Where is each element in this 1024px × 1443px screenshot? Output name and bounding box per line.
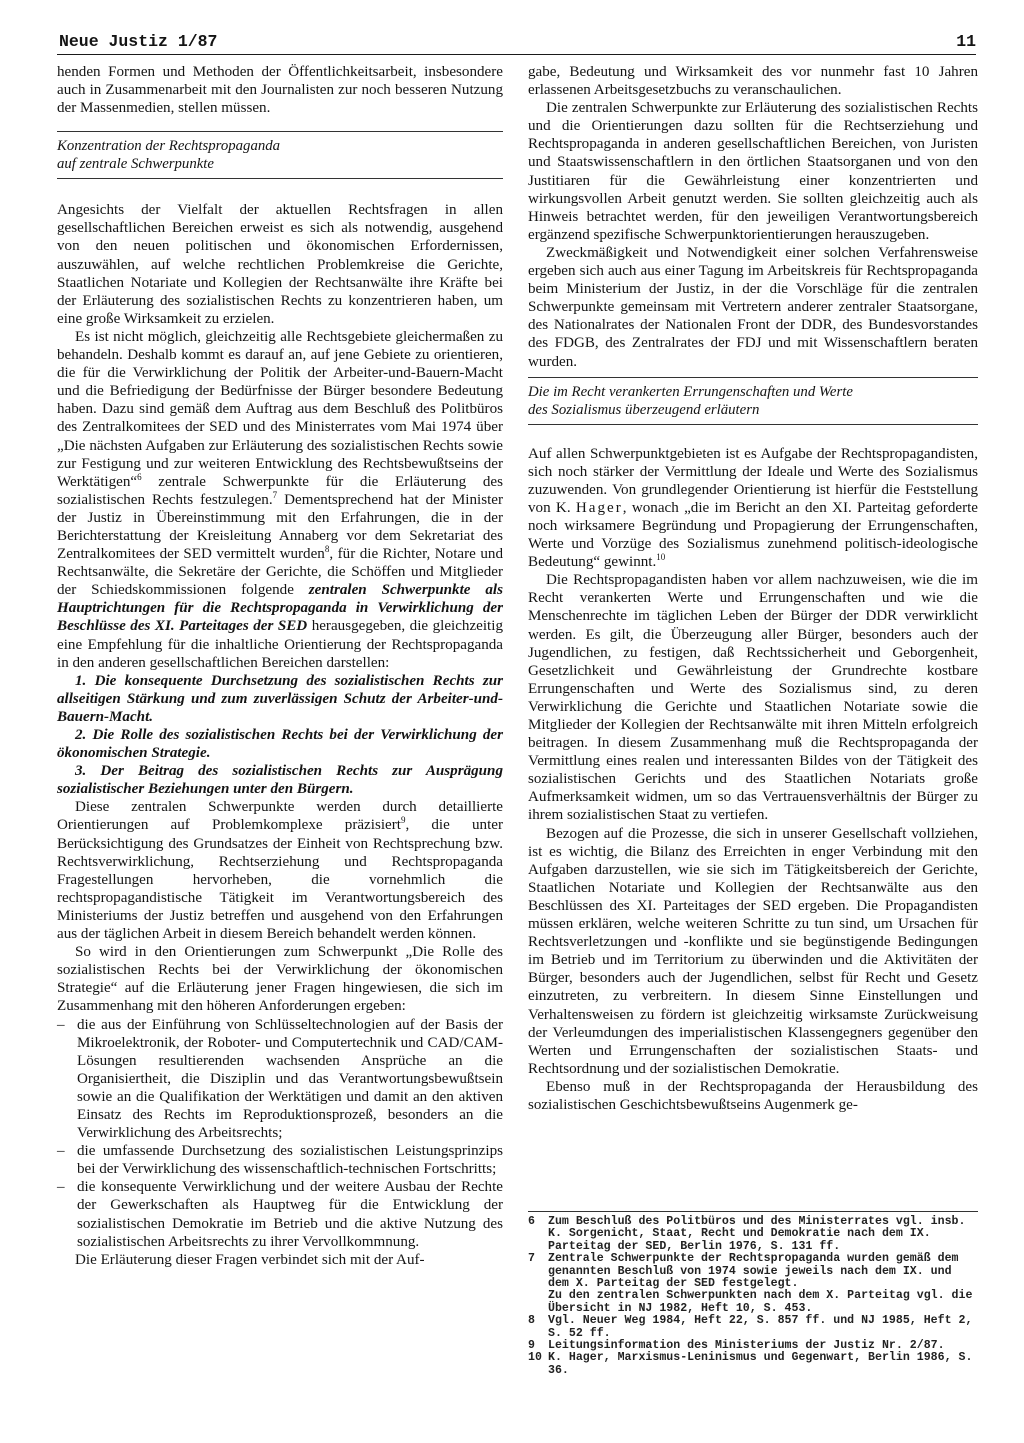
footnote-text: K. Hager, Marxismus-Leninismus und Gegenwart, Berlin 1986, S. 36. — [548, 1351, 973, 1377]
text-run: Diese zentralen Schwerpunkte werden durch detaillierte Orientierungen auf Problemkomplexe präzisiert — [57, 799, 503, 834]
footnote-text: Zu den zentralen Schwerpunkten nach dem X. Parteitag vgl. die Übersicht in NJ 1982, Heft 10, S. 453. — [548, 1289, 973, 1315]
footnote-ref: 9 — [400, 815, 406, 826]
footnote-text: Vgl. Neuer Weg 1984, Heft 22, S. 857 ff. und NJ 1985, Heft 2, S. 52 ff. — [548, 1314, 973, 1340]
footnote-ref: 10 — [656, 552, 666, 563]
paragraph: gabe, Bedeutung und Wirksamkeit des vor nunmehr fast 10 Jahren erlassenen Arbeitsgesetzbuchs zu veranschaulichen. — [528, 64, 978, 99]
page-header — [57, 30, 976, 55]
footnote-number: 6 — [528, 1215, 535, 1228]
footnote-text: Leitungsinformation des Ministeriums der Justiz Nr. 2/87. — [548, 1339, 945, 1353]
text-run: , die unter Berücksichtigung des Grundsatzes der Einheit von Rechtsprechung bzw. Rechtsverwirklichung, Rechtserziehung und Rechtspropaganda Fragestellungen hervorheben, die vornehmlich die rechtspropagandistische Tätigkeit im Verantwortungsbereich des Ministeriums der Justiz betreffen und ausgehend von den Erfahrungen aus der täglichen Arbeit in diesem Bereich behandelt werden können. — [57, 817, 504, 943]
key-point-1: 1. Die konsequente Durchsetzung des sozialistischen Rechts zur allseitigen Stärkung und zum zuverlässigen Schutz der Arbeiter-und-Bauern-Macht. — [57, 672, 503, 725]
footnote — [528, 1290, 978, 1315]
footnote-ref: 6 — [137, 471, 142, 482]
paragraph: Die zentralen Schwerpunkte zur Erläuterung des sozialistischen Rechts und die Orientierungen dazu sollten für die Rechtserziehung und Rechtspropaganda in anderen gesellschaftlichen Bereichen, von Juristen und Staatswissenschaftlern in den örtlichen Staatsorganen und von den Justitiaren für die Gewährleistung einer konzentrierten und wirkungsvollen Arbeit genutzt werden. Sie sollten gleichzeitig auch als Hinweis betrachtet werden, für den jeweiligen Verantwortungsbereich ergänzend spezifische Schwerpunktorientierungen herauszugeben. — [528, 100, 978, 243]
paragraph: So wird in den Orientierungen zum Schwerpunkt „Die Rolle des sozialistischen Rechts bei der Verwirklichung der ökonomischen Strategie“ auf die Erläuterung jener Fragen hingewiesen, die sich im Zusammenhang mit den höheren Anforderungen ergeben: — [57, 944, 503, 1015]
footnote — [528, 1315, 978, 1340]
key-point-2: 2. Die Rolle des sozialistischen Rechts bei der Verwirklichung der ökonomischen Strategie. — [57, 727, 503, 762]
paragraph: Zweckmäßigkeit und Notwendigkeit einer solchen Verfahrensweise ergeben sich auch aus einer Tagung im Arbeitskreis für Rechtspropaganda beim Ministerium der Justiz, in der die Vorschläge für die zentralen Schwerpunkte gemeinsam mit Vertretern anderer zentraler Staatsorgane, des Nationalrates der Nationalen Front der DDR, des Bundesvorstandes des FDGB, des Zentralrates der FDJ und mit Wissenschaftlern beraten wurden. — [528, 244, 978, 370]
footnote-number: 7 — [528, 1252, 535, 1266]
right-column — [528, 63, 978, 1114]
text-run: zentrale Schwerpunkte für die Erläuterung des sozialistischen Rechts festzulegen. — [57, 473, 503, 508]
section-heading-2-line-2: des Sozialismus überzeugend erläutern — [528, 401, 760, 418]
footnote-text: Zentrale Schwerpunkte der Rechtspropaganda wurden gemäß dem genannten Beschluß von 1974 sowie jeweils nach dem IX. und dem X. Parteitag der SED festgelegt. — [548, 1252, 959, 1291]
paragraph: Die Rechtspropagandisten haben vor allem nachzuweisen, wie die im Recht verankerten Werte und Errungenschaften und wie die Menschenrechte im täglichen Leben der Bürger der DDR verwirklicht werden. Es gilt, die Überzeugung aller Bürger, besonders auch der Jugendlichen, zu festigen, daß Rechtssicherheit und Geborgenheit, Gesetzlichkeit und Gewährleistung der Grundrechte kostbare Errungenschaften und Werte des Sozialismus sind, zu deren Verwirklichung die Gerichte und Staatlichen Notariate sowie die Mitglieder der Kollegien der Rechtsanwälte mit ihren Mitteln erfolgreich beitragen. In diesem Zusammenhang muß die Rechtspropaganda der Vermittlung eines realen und interessanten Bildes von der Tätigkeit des sozialistischen Gerichts und des Staatlichen Notariats große Aufmerksamkeit widmen, um so das Vertrauensverhältnis der Bürger zu ihrem sozialistischen Staat zu vertiefen. — [528, 572, 978, 824]
footnote — [528, 1253, 978, 1290]
section-heading-1-line-2: auf zentrale Schwerpunkte — [57, 156, 214, 173]
paragraph — [57, 798, 503, 943]
paragraph: Bezogen auf die Prozesse, die sich in unserer Gesellschaft vollziehen, ist es wichtig, die Bilanz des Erreichten in enger Verbindung mit den Aufgaben darzustellen, wie sie sich im Tätigkeitsbereich der Gerichte, Staatlichen Notariate und Kollegien der Rechtsanwälte aus den Beschlüssen des XI. Parteitages der SED ergeben. Die Propagandisten müssen erklären, welche weiteren Schritte zu tun sind, um Ursachen für Rechtsverletzungen und -konflikte und sie begünstigende Bedingungen im Betrieb und im Territorium zu überwinden und die Aktivitäten der Bürger, besonders auch der Jugendlichen, selbst für Recht und Gesetz einzutreten, zu verbreitern. In diesem Sinne Einstellungen und Verhaltensweisen zu fördern ist gleichzeitig wirksamste Zurückweisung der Verleumdungen des imperialistischen Klassengegners gegenüber den Werten und Errungenschaften der sozialistischen Staats- und Rechtsordnung und der sozialistischen Demokratie. — [528, 825, 978, 1077]
left-column — [57, 63, 503, 1269]
footnote-number: 8 — [528, 1314, 535, 1328]
text-run: , für die Richter, Notare und Rechtsanwälte, die Sekretäre der Gerichte, die Schöffen und Mitglieder der Schiedskommissionen folgende — [57, 546, 503, 599]
footnote-number: 10 — [528, 1351, 542, 1365]
text-run: , wonach „die im Bericht an den XI. Parteitag geforderte noch wirksamere Begründung und Propagierung der Errungenschaften, Werte und Vorzüge des Sozialismus zunehmend politisch-ideologische Bedeutung“ gewinnt. — [528, 499, 978, 571]
list-item: – die konsequente Verwirklichung und der weitere Ausbau der Rechte der Gewerkschaften als Hauptweg für die Entwicklung der sozialistischen Demokratie im Betrieb und die aktive Nutzung des sozialistischen Arbeitsrechts zu ihrer Vervollkommnung. — [57, 1178, 503, 1250]
section-heading-2-line-1: Die im Recht verankerten Errungenschaften und Werte — [528, 383, 853, 400]
paragraph — [528, 445, 978, 572]
footnote — [528, 1216, 978, 1253]
footnote-text: Zum Beschluß des Politbüros und des Ministerrates vgl. insb. K. Sorgenicht, Staat, Recht und Demokratie nach dem IX. Parteitag der SED, Berlin 1976, S. 131 ff. — [548, 1215, 966, 1253]
paragraph: Angesichts der Vielfalt der aktuellen Rechtsfragen in allen gesellschaftlichen Bereichen erweist es sich als notwendig, ausgehend von den neuen politischen und ökonomischen Erfordernissen, auszuwählen, auf welche rechtlichen Problemkreise die Gerichte, Staatlichen Notariate und Kollegien der Rechtsanwälte ihre Kräfte bei der Erläuterung des sozialistischen Rechts zu konzentrieren haben, um eine große Wirksamkeit zu erzielen. — [57, 202, 503, 327]
page-number: 11 — [956, 32, 976, 51]
paragraph: Ebenso muß in der Rechtspropaganda der Herausbildung des sozialistischen Geschichtsbewußtseins Augenmerk ge- — [528, 1078, 978, 1113]
footnotes — [528, 1211, 978, 1377]
dash-list — [57, 1016, 503, 1251]
text-run: Es ist nicht möglich, gleichzeitig alle Rechtsgebiete gleichermaßen zu behandeln. Deshalb kommt es darauf an, auf jene Gebiete zu orientieren, die für die Verwirklichung der Politik der Arbeiter-und-Bauern-Macht und die Befriedigung der Bedürfnisse der Bürger besondere Bedeutung haben. Dazu sind gemäß dem Auftrag aus dem Beschluß des Politbüros des Zentralkomitees der SED und des Ministerrates vom Mai 1974 über „Die nächsten Aufgaben zur Erläuterung des sozialistischen Rechts sowie zur Festigung und zur weiteren Entwicklung des Rechtsbewußtseins der Werktätigen“ — [57, 328, 503, 490]
intro-paragraph: henden Formen und Methoden der Öffentlichkeitsarbeit, insbesondere auch in Zusammenarbeit mit den Journalisten zur noch besseren Nutzung der Massenmedien, stellen müssen. — [57, 64, 503, 117]
paragraph: Die Erläuterung dieser Fragen verbindet sich mit der Auf- — [75, 1251, 425, 1268]
footnote — [528, 1352, 978, 1377]
section-heading-1 — [57, 131, 503, 179]
text-run: herausgegeben, die gleichzeitig eine Empfehlung für die inhaltliche Orientierung der Rechtspropaganda in den anderen gesellschaftlichen Bereichen darstellen: — [57, 618, 503, 671]
text-run: Auf allen Schwerpunktgebieten ist es Aufgabe der Rechtspropagandisten, sich noch stärker der Vermittlung der Ideale und Werte des Sozialismus zuzuwenden. Von grundlegender Orientierung ist hierfür die Feststellung von K. — [528, 445, 978, 516]
text-run: Dementsprechend hat der Minister der Justiz in Übereinstimmung mit den Erfahrungen, die in der Berichterstattung der Kreisleitung Annaberg vor dem Sekretariat des Zentralkomitees der SED vermittelt wurden — [57, 491, 504, 563]
list-item: – die umfassende Durchsetzung des sozialistischen Leistungsprinzips bei der Verwirklichung des wissenschaftlich-technischen Fortschritts; — [57, 1142, 503, 1178]
footnote-ref: 7 — [272, 489, 278, 500]
footnote-ref: 8 — [324, 544, 330, 555]
paragraph — [57, 328, 503, 672]
list-item: – die aus der Einführung von Schlüsseltechnologien auf der Basis der Mikroelektronik, der Roboter- und Computertechnik und CAD/CAM-Lösungen resultierenden wachsenden Ansprüche an die Organisiertheit, die Disziplin und das Verantwortungsbewußtsein sowie an die Qualifikation der Werktätigen und damit an den aktiven Einsatz des Rechts im Reproduktionsprozeß, besonders an die Verwirklichung des Arbeitsrechts; — [57, 1016, 503, 1143]
section-heading-2 — [528, 377, 978, 425]
author-name: Hager — [575, 499, 623, 516]
emphasis-text: zentralen Schwerpunkte als Hauptrichtungen für die Rechtspropaganda in Verwirklichung der Beschlüsse des XI. Parteitages der SED — [57, 582, 503, 635]
footnote-number: 9 — [528, 1339, 535, 1353]
key-point-3: 3. Der Beitrag des sozialistischen Rechts zur Ausprägung sozialistischer Beziehungen unter den Bürgern. — [57, 763, 503, 798]
journal-title: Neue Justiz 1/87 — [59, 32, 218, 51]
section-heading-1-line-1: Konzentration der Rechtspropaganda — [57, 138, 281, 155]
